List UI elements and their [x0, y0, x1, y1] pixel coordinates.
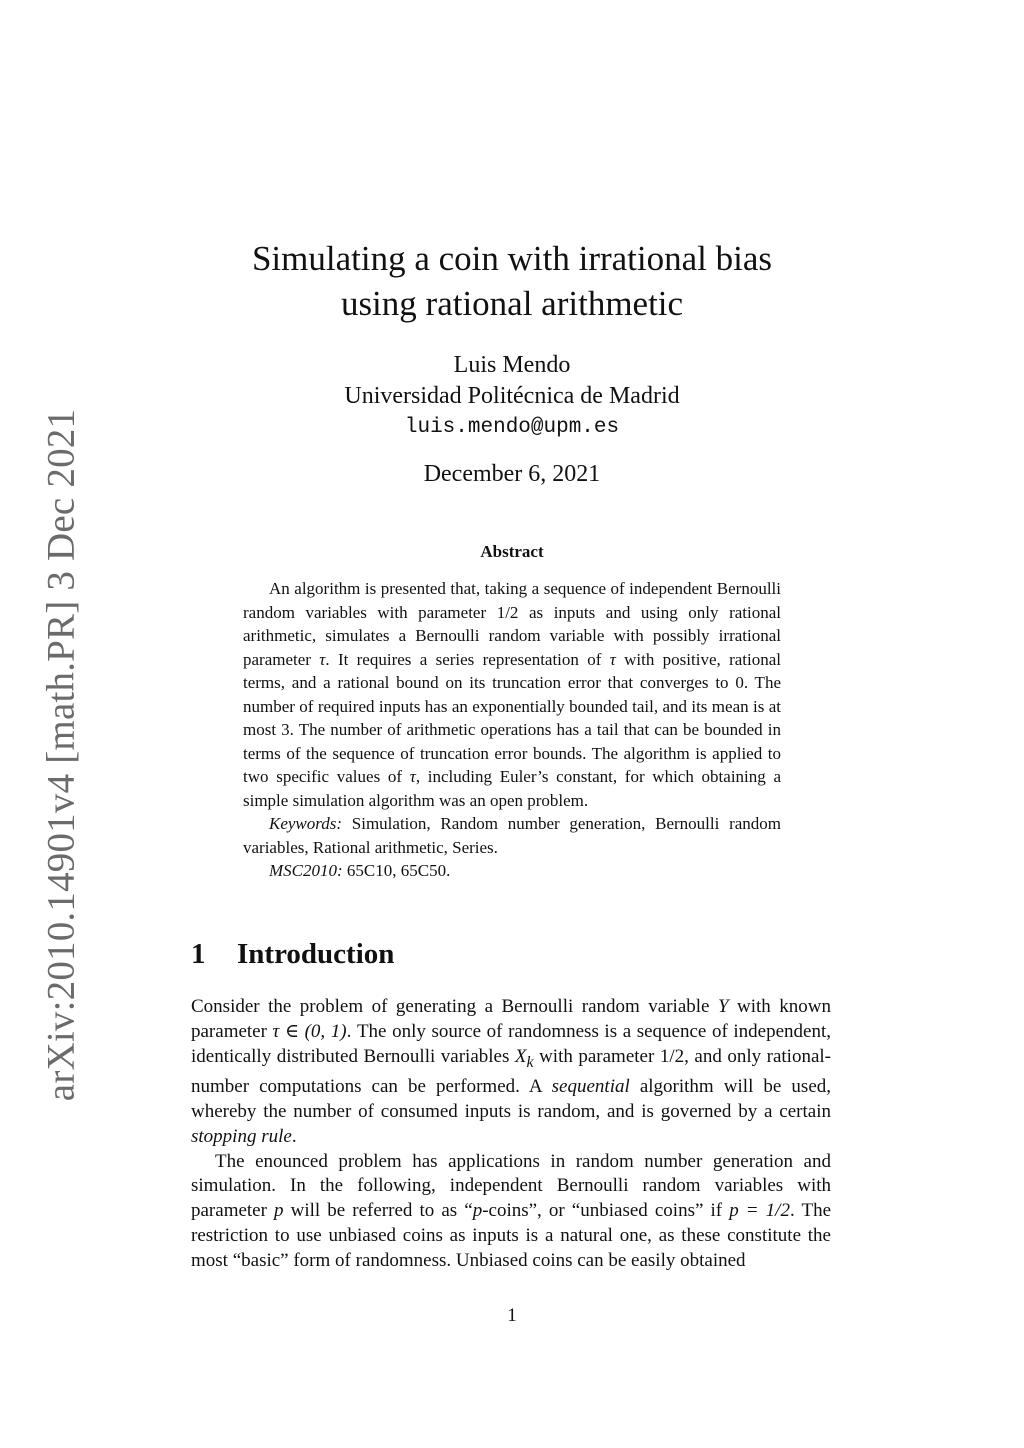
section-number: 1	[191, 938, 206, 970]
body-text: .	[291, 1125, 297, 1147]
intro-paragraph-1	[191, 995, 831, 1150]
introduction-body	[191, 995, 831, 1274]
author-name: Luis Mendo	[453, 352, 571, 378]
author-block	[0, 350, 1024, 443]
body-emphasis: sequential	[551, 1076, 630, 1098]
body-math: p	[274, 1200, 284, 1222]
abstract-heading: Abstract	[480, 542, 544, 561]
body-math: p = 1/2	[729, 1200, 790, 1222]
body-text: Consider the problem of generating a Bernoulli random variable	[191, 996, 718, 1017]
section-title: Introduction	[237, 938, 395, 970]
body-math: Y	[717, 996, 729, 1017]
page-number: 1	[507, 1305, 517, 1326]
title-line-1: Simulating a coin with irrational bias	[251, 239, 773, 278]
body-math-subscript: k	[526, 1053, 534, 1071]
abstract-text: with positive, rational terms, and a rational bound on its truncation error that converges to	[243, 649, 782, 692]
keywords-line	[243, 812, 781, 859]
abstract-body	[243, 577, 781, 883]
abstract-text: An algorithm is presented that, taking a sequence of independent Bernoulli random variables with parameter	[243, 579, 781, 622]
intro-paragraph-2	[191, 1150, 831, 1274]
body-text: -coins”, or “unbiased coins” if	[482, 1200, 730, 1222]
body-text: algorithm will be used, whereby the number of consumed inputs is random, and is governed by a certain	[191, 1076, 831, 1122]
abstract-text: . It requires a series representation of	[325, 649, 610, 669]
body-math: p	[472, 1200, 483, 1222]
author-email: luis.mendo@upm.es	[404, 416, 620, 439]
arxiv-sidebar	[33, 408, 89, 1102]
abstract-math: τ	[319, 649, 326, 669]
keywords-label: Keywords:	[269, 814, 343, 833]
msc-line	[243, 859, 781, 883]
paper-title	[0, 236, 1024, 326]
body-emphasis: stopping rule	[191, 1125, 292, 1147]
body-text: will be referred to as “	[283, 1200, 473, 1222]
body-math: τ ∈ (0, 1)	[272, 1020, 347, 1042]
paper-date: December 6, 2021	[423, 461, 601, 487]
msc-text: 65C10, 65C50.	[342, 861, 451, 880]
abstract-text: as inputs and using only rational arithmetic, simulates a Bernoulli random variable with possibly irrational parameter	[243, 602, 781, 669]
body-math: X	[514, 1045, 527, 1067]
abstract-math: 1/2	[496, 602, 519, 622]
title-line-2: using rational arithmetic	[340, 284, 684, 323]
body-text: . The restriction to use unbiased coins as inputs is a natural one, as these constitute the most “basic” form of randomness. Unbiased coins can be easily obtained	[191, 1200, 832, 1271]
body-text: . The only source of randomness is a sequence of independent, identically distributed Bernoulli variables	[191, 1020, 831, 1067]
body-text: The enounced problem has applications in random number generation and simulation. In the following, independent Bernoulli random variables with parameter	[191, 1150, 831, 1222]
body-text: , and only rational-number computations can be performed. A	[191, 1045, 832, 1098]
body-text: with parameter	[533, 1045, 660, 1067]
abstract-paragraph	[243, 577, 781, 812]
keywords-text: Simulation, Random number generation, Bernoulli random variables, Rational arithmetic, Series.	[243, 814, 781, 857]
abstract-math: τ	[409, 767, 416, 786]
abstract-text: , including Euler’s constant, for which obtaining a simple simulation algorithm was an open problem.	[243, 767, 782, 810]
author-affiliation: Universidad Politécnica de Madrid	[344, 383, 680, 409]
msc-label: MSC2010:	[269, 861, 343, 880]
body-text: with known parameter	[191, 996, 832, 1042]
abstract-math: τ	[609, 649, 616, 669]
arxiv-identifier: arXiv:2010.14901v4 [math.PR] 3 Dec 2021	[39, 408, 83, 1102]
abstract-math: 0	[735, 673, 744, 692]
section-heading	[191, 938, 394, 971]
body-math: 1/2	[659, 1045, 685, 1067]
abstract-text: . The number of required inputs has an exponentially bounded tail, and its mean is at most 3. The number of arithmetic operations has a tail that can be bounded in terms of the sequence of truncation error bounds. The algorithm is applied to two specific values of	[243, 673, 781, 786]
